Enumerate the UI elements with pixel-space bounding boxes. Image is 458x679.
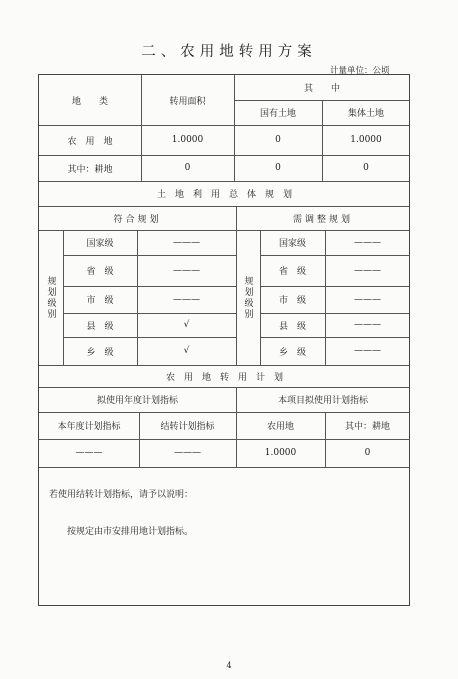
row-area: 1.0000	[171, 135, 204, 145]
level-value: ———	[354, 294, 381, 305]
header-collective: 集体土地	[347, 109, 384, 119]
level-value: ———	[354, 237, 381, 248]
row-collective: 1.0000	[350, 135, 382, 145]
level-name: 乡 级	[278, 347, 306, 358]
row-label: 其中：耕地	[67, 164, 113, 175]
row-state: 0	[275, 135, 281, 145]
level-value: ———	[354, 320, 381, 330]
quota-value: 1.0000	[264, 448, 297, 458]
level-value: ———	[354, 265, 381, 276]
quota-annual-header: 拟使用年度计划指标	[96, 396, 178, 406]
plan-left-title: 符合规划	[113, 214, 162, 225]
quota-value: ———	[75, 448, 103, 458]
header-land-type: 地 类	[71, 96, 108, 107]
level-value: √	[183, 346, 190, 356]
level-name: 国家级	[86, 239, 114, 249]
level-name: 乡 级	[86, 347, 114, 358]
header-converted-area: 转用面积	[169, 96, 206, 107]
level-value: ———	[354, 346, 381, 356]
quota-project-header: 本项目拟使用计划指标	[277, 396, 368, 406]
plan-level-label: 规划级别	[242, 275, 253, 320]
level-name: 市 级	[86, 296, 114, 306]
plan-level-label: 规划级别	[45, 275, 56, 320]
page-title: 二、农用地转用方案	[141, 44, 317, 60]
level-name: 县 级	[278, 321, 306, 332]
form-table	[38, 74, 410, 606]
quota-col-header: 本年度计划指标	[57, 422, 121, 432]
row-collective: 0	[363, 163, 369, 173]
row-state: 0	[275, 163, 281, 173]
page-number: 4	[226, 661, 232, 670]
level-name: 省 级	[278, 267, 306, 277]
quota-value: ———	[174, 448, 201, 458]
level-name: 省 级	[86, 267, 114, 277]
level-name: 国家级	[278, 239, 306, 249]
unit-label: 计量单位：公顷	[330, 66, 390, 76]
note-text: 按规定由市安排用地计划指标。	[67, 527, 194, 537]
quota-col-header: 农用地	[266, 422, 294, 432]
level-name: 市 级	[278, 296, 306, 306]
row-label: 农 用 地	[67, 136, 113, 147]
quota-col-header: 结转计划指标	[160, 422, 215, 432]
quota-section-title: 农 用 地 转 用 计 划	[165, 372, 283, 383]
level-value: ———	[173, 237, 200, 248]
level-value: √	[183, 320, 190, 330]
level-value: ———	[173, 294, 200, 305]
header-of-which: 其 中	[303, 84, 340, 94]
note-prompt: 若使用结转计划指标，请予以说明：	[49, 490, 194, 500]
header-state-owned: 国有土地	[259, 109, 296, 119]
quota-col-header: 其中：耕地	[344, 422, 390, 432]
level-value: ———	[173, 265, 200, 276]
row-area: 0	[184, 163, 191, 173]
plan-right-title: 需调整规划	[292, 214, 353, 225]
plan-section-title: 土 地 利 用 总 体 规 划	[156, 190, 292, 200]
quota-value: 0	[364, 448, 371, 458]
level-name: 县 级	[86, 321, 114, 332]
